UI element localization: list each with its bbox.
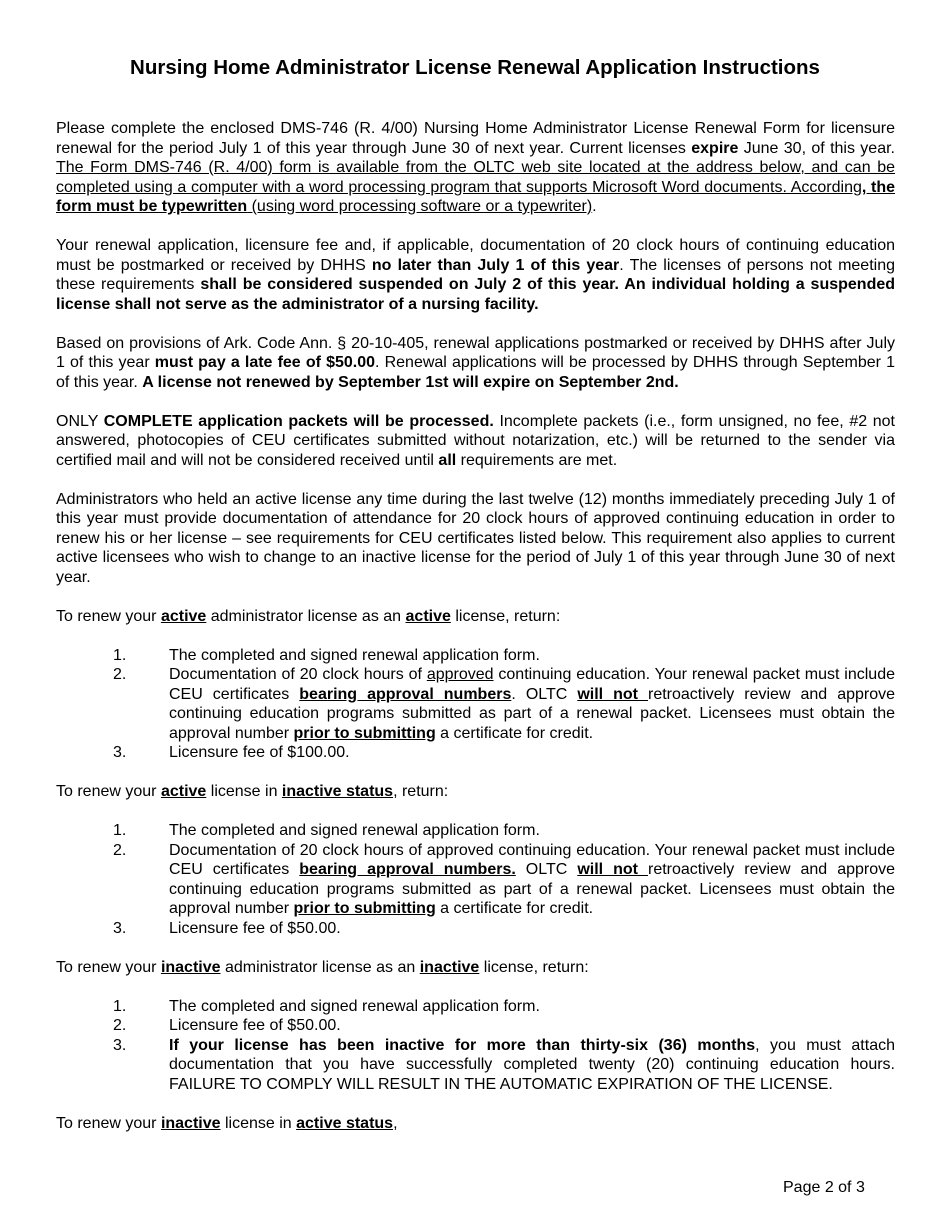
list-number: 3. (113, 1036, 127, 1054)
text-run: Incomplete packets (i.e., form unsigned, no fee, #2 not answered, photocopies of CEU certificates submitted without notarization, etc.) will be returned to the sender via certified mail and will not be considered received until (56, 412, 895, 469)
list-number: 1. (113, 997, 127, 1015)
paragraph (56, 119, 895, 217)
text-run: The completed and signed renewal application form. (169, 997, 540, 1015)
list-item (56, 743, 895, 763)
emphasized-text: The Form DMS-746 (R. 4/00) form is available from the OLTC web site located at the address below, and can be completed using a computer with a word processing program that supports Microsoft Word documents. According (56, 159, 895, 196)
emphasized-text: COMPLETE application packets will be processed. (103, 412, 494, 430)
emphasized-text: expire (691, 139, 739, 157)
text-run: retroactively review and approve continuing education programs submitted as part of a renewal packet. Licensees must obtain the approval number (169, 685, 896, 742)
text-run: . Renewal applications will be processed by DHHS through September 1 of this year. (56, 354, 896, 391)
text-run: . OLTC (511, 685, 578, 703)
text-run: administrator license as an (206, 607, 406, 625)
list-item (56, 665, 895, 743)
emphasized-text: shall be considered suspended on July 2 of this year. An individual holding a suspended license shall not serve as the administrator of a nursing facility. (56, 276, 896, 313)
paragraph (56, 782, 895, 802)
text-run: The completed and signed renewal application form. (169, 822, 540, 839)
emphasized-text: prior to submitting (293, 900, 436, 917)
list-number: 3. (113, 744, 127, 761)
text-run: license in (206, 783, 282, 800)
emphasized-text: If your license has been inactive for more than thirty-six (36) months (169, 1036, 756, 1054)
text-run: The completed and signed renewal application form. (169, 646, 540, 664)
list-item-text (169, 821, 895, 841)
emphasized-text: (using word processing software or a typewriter) (247, 198, 593, 215)
paragraph (56, 236, 895, 314)
text-run: Documentation of 20 clock hours of (169, 666, 427, 683)
numbered-list (56, 821, 895, 938)
text-run: Administrators who held an active license any time during the last twelve (12) months immediately preceding July 1 of this year must provide documentation of attendance for 20 clock hours of approved continuing education in order to renew his or her license – see requirements for CEU certificates listed below. This requirement also applies to current active licensees who wish to change to an inactive license for the period of July 1 of this year through June 30 of next year. (56, 490, 895, 586)
list-item-text (169, 1036, 895, 1095)
list-number: 2. (113, 1017, 127, 1034)
text-run: a certificate for credit. (435, 900, 594, 917)
emphasized-text: will not (577, 685, 648, 703)
list-item-text (169, 743, 895, 763)
text-run: . The licenses of persons not meeting these requirements (56, 256, 895, 293)
text-run: Licensure fee of $50.00. (169, 1017, 341, 1034)
list-item-text (169, 997, 895, 1017)
emphasized-text: active status (296, 1114, 394, 1132)
page-number: Page 2 of 3 (783, 1179, 865, 1196)
text-run: Your renewal application, licensure fee and, if applicable, documentation of 20 clock hours of continuing education must be postmarked or received by DHHS (56, 237, 895, 274)
text-run: a certificate for credit. (435, 724, 594, 742)
list-item (56, 646, 895, 666)
text-run: To renew your (56, 607, 161, 625)
emphasized-text: inactive (160, 1114, 221, 1132)
paragraph (56, 1114, 895, 1134)
emphasized-text: bearing approval numbers. (299, 861, 516, 878)
list-number: 2. (113, 841, 127, 859)
emphasized-text: , (393, 783, 398, 800)
list-number: 2. (113, 666, 127, 683)
text-run: To renew your (56, 1114, 161, 1132)
text-run: , you must attach documentation that you have successfully completed twenty (20) continuing education hours. FAILURE TO COMPLY WILL RESULT IN THE AUTOMATIC EXPIRATION OF THE LICENSE. (169, 1036, 895, 1093)
list-number: 1. (113, 646, 127, 664)
text-run: Licensure fee of $50.00. (169, 919, 341, 937)
document-body (56, 119, 895, 1153)
emphasized-text: inactive (419, 958, 480, 976)
document-title: Nursing Home Administrator License Renewal Application Instructions (130, 56, 820, 79)
paragraph (56, 958, 895, 978)
paragraph (56, 412, 895, 471)
numbered-list (56, 646, 895, 763)
text-run: Documentation of 20 clock hours of approved continuing education. Your renewal packet must include CEU certificates (169, 841, 895, 878)
emphasized-text: inactive (160, 958, 221, 976)
text-run: Please complete the enclosed DMS-746 (R. 4/00) Nursing Home Administrator License Renewal Form for licensure renewal for the period July 1 of this year through June 30 of next year. Current licenses (56, 120, 895, 157)
emphasized-text: , the form must be typewritten (56, 178, 896, 215)
emphasized-text: prior to submitting (293, 724, 436, 742)
list-item (56, 997, 895, 1017)
text-run: license in (220, 1114, 297, 1132)
list-item-text (169, 919, 895, 939)
text-run: return: (397, 783, 449, 800)
paragraph (56, 334, 895, 393)
text-run: Licensure fee of $100.00. (169, 744, 350, 761)
list-item-text (169, 665, 895, 743)
list-item (56, 841, 895, 919)
emphasized-text: active (160, 607, 207, 625)
list-item-text (169, 646, 895, 666)
paragraph (56, 490, 895, 588)
text-run: license, return: (450, 607, 561, 625)
list-number: 1. (113, 822, 127, 839)
emphasized-text: will not (577, 861, 648, 878)
list-number: 3. (113, 919, 127, 937)
list-item-text (169, 841, 895, 919)
list-item (56, 821, 895, 841)
emphasized-text: no later than July 1 of this year (371, 256, 620, 274)
text-run: continuing education. Your renewal packet must include CEU certificates (169, 666, 896, 703)
text-run: June 30, of this year. (738, 139, 895, 157)
emphasized-text: active (160, 783, 207, 800)
list-item (56, 919, 895, 939)
text-run: , (393, 1114, 398, 1132)
paragraph (56, 607, 895, 627)
text-run: ONLY (56, 412, 104, 430)
list-item (56, 1016, 895, 1036)
text-run: To renew your (56, 783, 161, 800)
emphasized-text: all (438, 451, 457, 469)
emphasized-text: inactive status (281, 783, 394, 800)
emphasized-text: approved (426, 666, 494, 683)
list-item (56, 1036, 895, 1095)
text-run: retroactively review and approve continuing education programs submitted as part of a renewal packet. Licensees must obtain the approval number (169, 861, 896, 917)
text-run: OLTC (515, 861, 578, 878)
emphasized-text: A license not renewed by September 1st will expire on September 2nd. (142, 373, 679, 391)
emphasized-text: active (405, 607, 451, 625)
emphasized-text: must pay a late fee of $50.00 (154, 354, 376, 371)
text-run: . (592, 198, 597, 215)
numbered-list (56, 997, 895, 1095)
text-run: Based on provisions of Ark. Code Ann. § 20-10-405, renewal applications postmarked or received by DHHS after July 1 of this year (56, 334, 895, 371)
emphasized-text: bearing approval numbers (299, 685, 512, 703)
text-run: requirements are met. (456, 451, 618, 469)
text-run: To renew your (56, 958, 161, 976)
list-item-text (169, 1016, 895, 1036)
text-run: license, return: (479, 958, 589, 976)
text-run: administrator license as an (220, 958, 420, 976)
